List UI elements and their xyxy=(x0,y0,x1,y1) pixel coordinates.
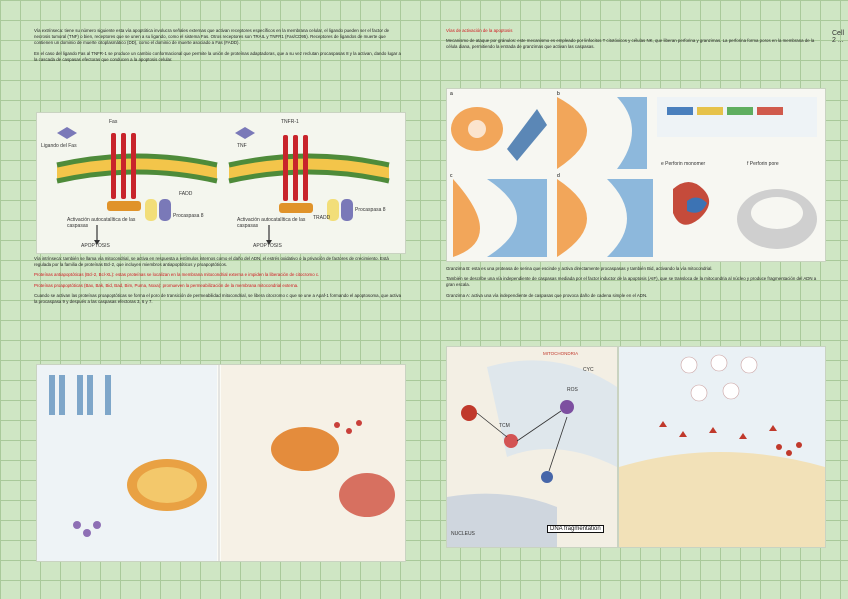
granules-release-figure xyxy=(618,346,826,548)
perforin-label-c: c xyxy=(450,173,453,179)
right-paragraph-1: Mecanismo de ataque por gránulos: este mecanismo es empleado por linfocitos T citotóxicos y células NK, que liberan perforina y granzimas. La perforina forma poros en la membrana de la célula diana, permitiendo la entrada de granzimas que activan las caspasas. xyxy=(446,38,815,50)
membrane-right xyxy=(229,156,389,181)
left-paragraph-4: Proteínas antiapoptóticas (Bcl-2, Bcl-XL): estas proteínas se localizan en la membrana mitocondrial externa e impiden la liberación de citocromo c. xyxy=(34,272,320,278)
perforin-figure xyxy=(446,88,826,262)
label-apoptosis-right: APOPTOSIS xyxy=(253,243,282,249)
panel-f xyxy=(737,189,817,249)
label-tnf: TNF xyxy=(237,143,247,149)
right-paragraph-4: Granzima A: activa una vía independiente de caspasas que provoca daño de cadena simple en el ADN. xyxy=(446,292,648,298)
perforin-label-d: d xyxy=(557,173,560,179)
left-paragraph-6: Cuando se activan las proteínas proapoptóticas se forma el poro de transición de permeabilidad mitocondrial, se libera citocromo c que se une a Apaf-1 formando el apoptosoma, que activa la procaspasa 9 y después a las caspasas efectoras 3, 6 y 7. xyxy=(34,292,402,305)
right-page-lower xyxy=(446,266,824,303)
label-fadd: FADD xyxy=(179,191,193,197)
perforin-label-a: a xyxy=(450,91,453,97)
left-page xyxy=(34,28,404,67)
right-page xyxy=(446,28,824,55)
dna-fragmentation-label: DNA fragmentation xyxy=(547,525,604,533)
page-mark: Cell 2 ... xyxy=(832,30,845,44)
perforin-label-b: b xyxy=(557,91,560,97)
left-page-lower xyxy=(34,256,404,309)
label-activation-right: Activación autocatalítica de las caspasas xyxy=(237,217,306,229)
right-paragraph-2: Granzima B: esta es una proteasa de serina que escinde y activa directamente procaspasas y también Bid, activando la vía mitocondrial. xyxy=(446,266,713,271)
left-paragraph-3: Vía intrínseca: también se llama vía mitocondrial, se activa en respuesta a estímulos internos como el daño del ADN, el estrés oxidativo o la privación de factores de crecimiento. Está regulada por la familia de proteínas Bcl-2, que incluyen miembros antiapoptóticos y proapoptóticos. xyxy=(34,256,389,268)
label-tradd: TRADD xyxy=(313,215,331,221)
intrinsic-pathway-figure xyxy=(36,364,406,562)
label-tnfr1: TNFR-1 xyxy=(281,119,299,125)
left-paragraph-intro: Vía extrínseca: tiene su número siguiente esta vía apoptótica involucra señales externas que activan receptores específicos en la membrana celular, el ligando pueden ser el factor de necrosis tumoral (TNF) o bien, receptores que se unen a su ligando, como el sistema Fas. Otros receptores son TRAIL y TNFR1 (Fas/CD95). Receptores de ligandos de muerte que contienen un dominio de muerte citoplasmático (DD), como el dominio de muerte asociado a Fas (FADD). xyxy=(34,28,390,46)
panel-c-top xyxy=(657,97,817,137)
perforin-label-f: f Perforin pore xyxy=(747,161,779,167)
label-procaspasa-left: Procaspasa 8 xyxy=(173,213,204,219)
panel-e xyxy=(673,182,709,225)
tcm-label: TCM xyxy=(499,423,510,429)
membrane-left xyxy=(57,156,217,181)
label-fas: Fas xyxy=(109,119,118,125)
label-fas-ligand: Ligando del Fas xyxy=(41,143,77,149)
right-paragraph-3: También se describe una vía independiente de caspasas mediada por el factor inductor de la apoptosis (AIF), que se transloca de la mitocondria al núcleo y produce fragmentación del ADN a gran escala. xyxy=(446,276,817,288)
fas-tnf-figure xyxy=(36,112,406,254)
ros-label: ROS xyxy=(567,387,578,393)
label-apoptosis-left: APOPTOSIS xyxy=(81,243,110,249)
perforin-label-e: e Perforin monomer xyxy=(661,161,706,167)
left-paragraph-2: En el caso del ligando Fas al TNFR-1 se produce un cambio conformacional que permite la unión de proteínas adaptadoras, que a su vez reclutan procaspasas 8 y la activan, dando lugar a la cascada de caspasas efectoras que conducen a la apoptosis celular. xyxy=(34,50,401,62)
panel-b xyxy=(557,97,647,169)
panel-a xyxy=(451,107,547,161)
cyc-label: CYC xyxy=(583,367,594,373)
panel-d xyxy=(557,179,653,257)
left-paragraph-5: Proteínas proapoptóticas (Bax, Bak, Bid, Bad, Bim, Puma, Noxa): promueven la permeabilización de la membrana mitocondrial externa. xyxy=(34,282,299,288)
nucleus-label: NUCLEUS xyxy=(451,531,475,537)
mito-caspase-independent-figure xyxy=(446,346,618,548)
right-section-title: Vías de activación de la apoptosis xyxy=(446,28,513,33)
panel-c-bottom xyxy=(453,179,547,257)
label-activation-left: Activación autocatalítica de las caspasas xyxy=(67,217,136,229)
mito-label: MITOCHONDRIA xyxy=(543,351,579,356)
label-procaspasa-right: Procaspasa 8 xyxy=(355,207,386,213)
